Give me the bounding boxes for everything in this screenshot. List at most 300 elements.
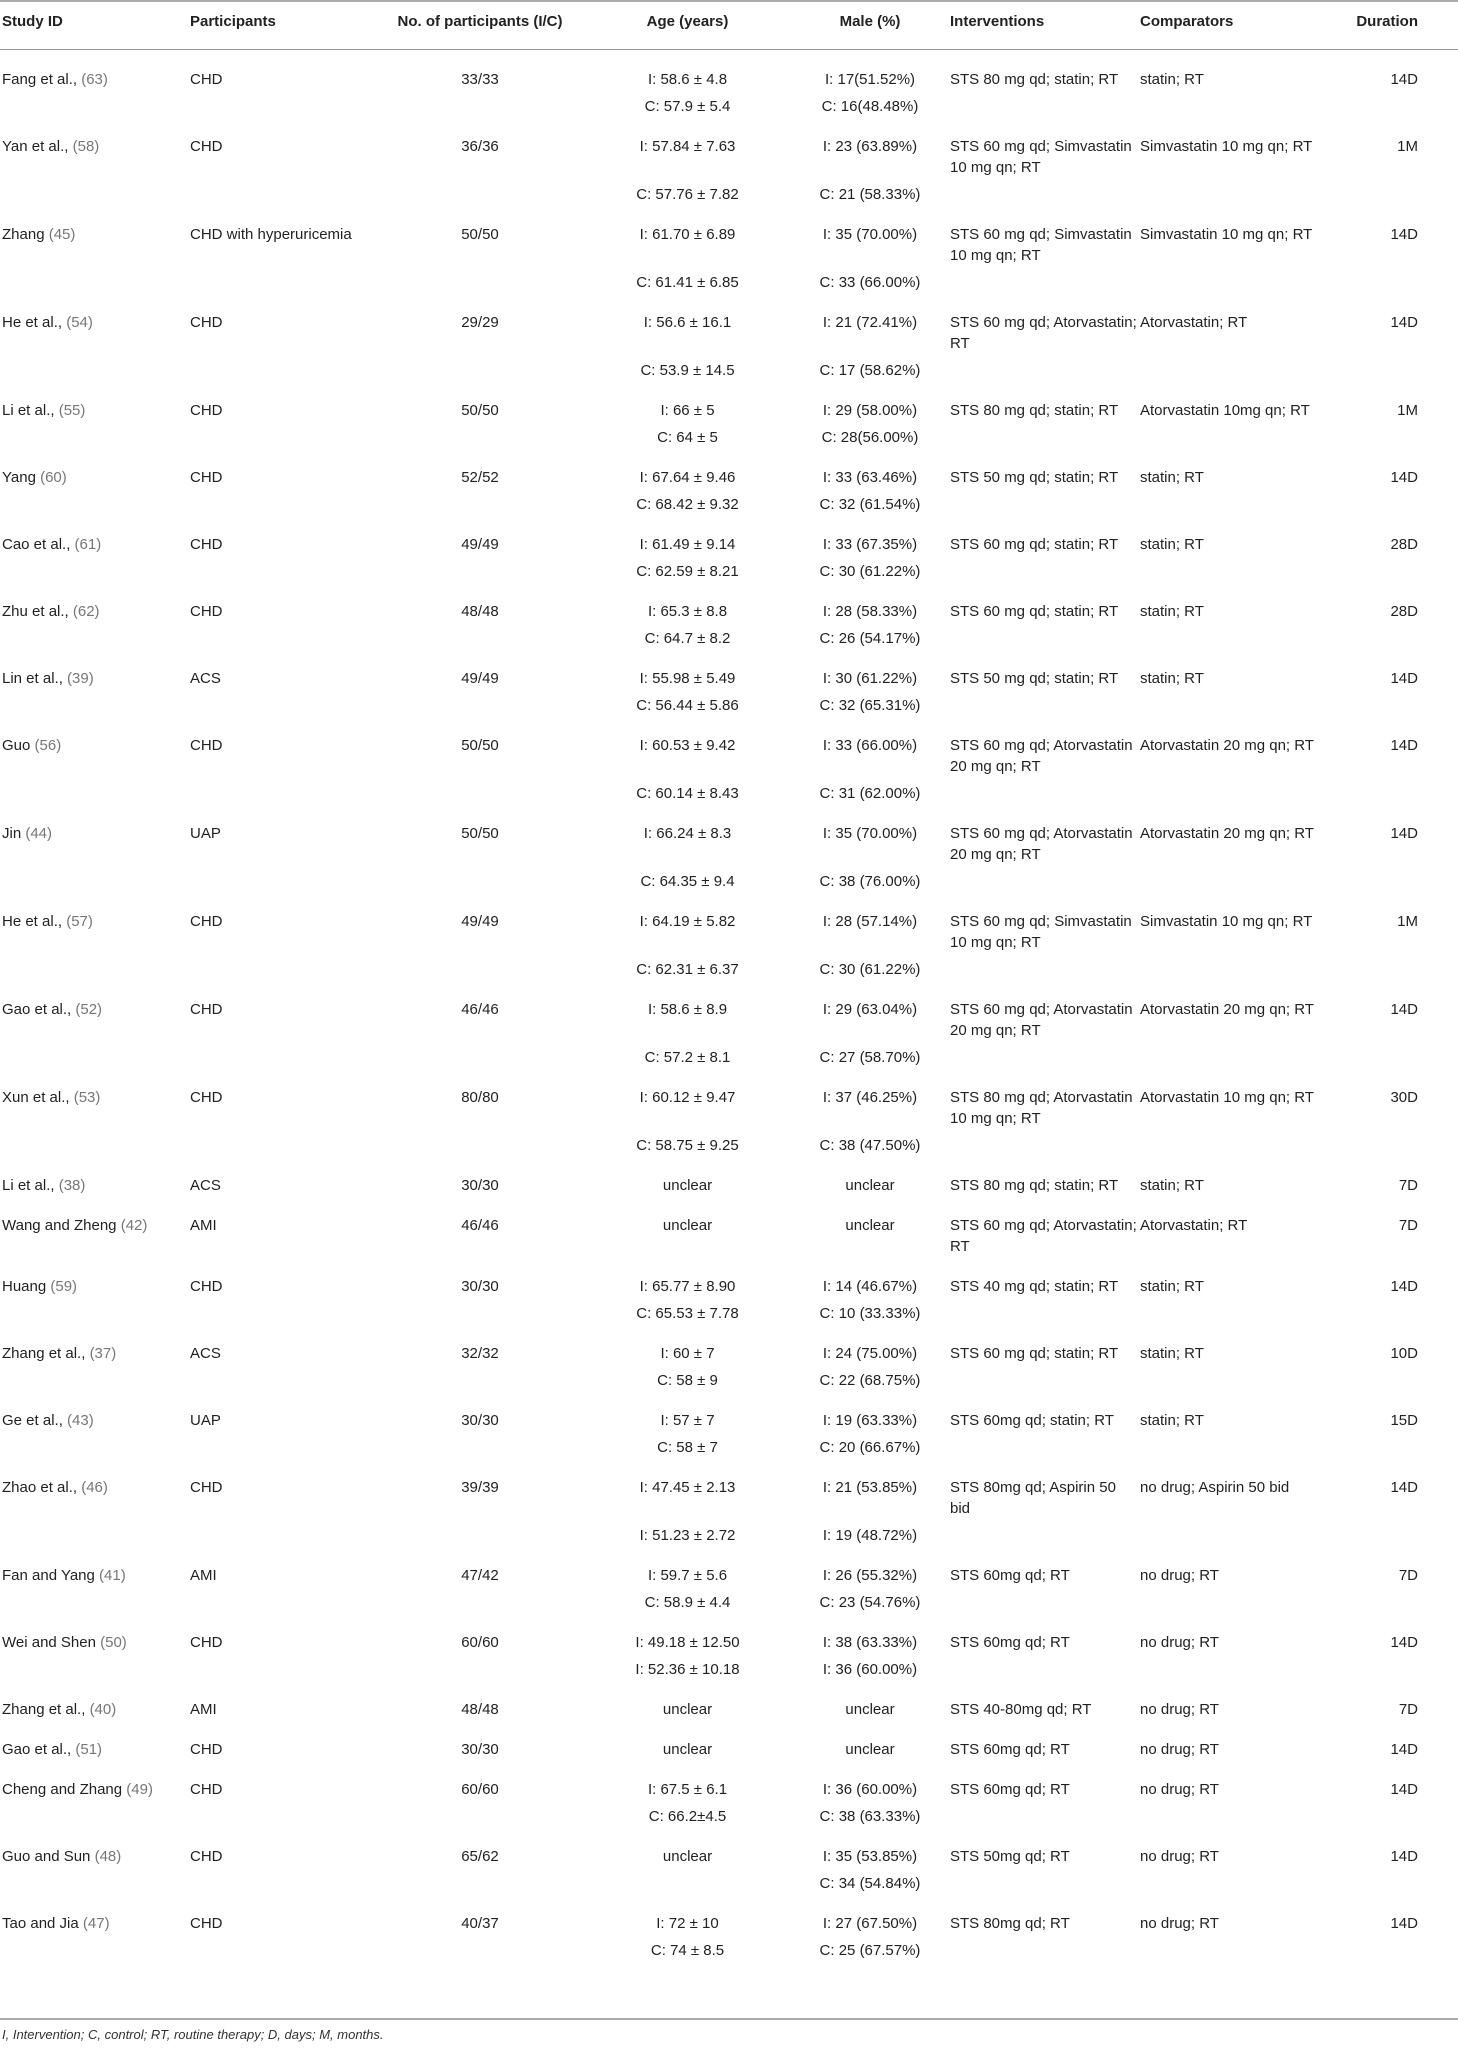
table-row xyxy=(0,117,1458,178)
study-id-cell xyxy=(0,1324,190,1364)
intervention-cell: STS 60 mg qd; Atorvastatin 20 mg qn; RT xyxy=(950,1000,1133,1039)
male-cell: C: 21 (58.33%) xyxy=(819,185,921,203)
table-subrow xyxy=(0,777,1458,804)
age-cell: C: 62.31 ± 6.37 xyxy=(636,960,739,978)
study-id-cell xyxy=(0,1827,190,1867)
study-id-cell xyxy=(0,1391,190,1431)
study-id-cell xyxy=(0,980,190,1041)
table-footnote: I, Intervention; C, control; RT, routine therapy; D, days; M, months. xyxy=(2,2027,384,2042)
male-cell: C: 27 (58.70%) xyxy=(819,1048,921,1066)
study-author: Gao et al., xyxy=(2,1000,76,1018)
male-cell: C: 10 (33.33%) xyxy=(819,1304,921,1322)
comparator-cell: statin; RT xyxy=(1140,70,1204,88)
age-cell: C: 64.7 ± 8.2 xyxy=(644,629,731,647)
age-cell: C: 53.9 ± 14.5 xyxy=(640,361,735,379)
study-author: Jin xyxy=(2,824,26,842)
sample-size-cell: 30/30 xyxy=(461,1277,499,1295)
study-id-cell xyxy=(0,1458,190,1519)
study-author: Zhao et al., xyxy=(2,1478,82,1496)
table-row xyxy=(0,716,1458,777)
table-row xyxy=(0,649,1458,689)
male-cell: I: 24 (75.00%) xyxy=(822,1344,918,1362)
participants-cell: AMI xyxy=(190,1566,217,1584)
duration-cell: 14D xyxy=(1390,1633,1418,1651)
sample-size-cell: 48/48 xyxy=(461,602,499,620)
intervention-cell: STS 60 mg qd; Atorvastatin 20 mg qn; RT xyxy=(950,824,1133,863)
age-cell: C: 57.9 ± 5.4 xyxy=(644,97,731,115)
age-cell: I: 57 ± 7 xyxy=(660,1411,715,1429)
study-reference: (59) xyxy=(50,1277,78,1295)
participants-cell: CHD xyxy=(190,1478,223,1496)
intervention-cell: STS 60mg qd; statin; RT xyxy=(950,1411,1114,1429)
male-cell: I: 17(51.52%) xyxy=(824,70,916,88)
study-author: He et al., xyxy=(2,912,67,930)
table-row xyxy=(0,1894,1458,1934)
duration-cell: 14D xyxy=(1390,1277,1418,1295)
duration-cell: 14D xyxy=(1390,1780,1418,1798)
duration-cell: 7D xyxy=(1398,1566,1418,1584)
study-reference: (62) xyxy=(72,602,100,620)
comparator-cell: statin; RT xyxy=(1140,1344,1204,1362)
study-id-cell xyxy=(0,649,190,689)
table-row xyxy=(0,205,1458,266)
study-author: Zhang et al., xyxy=(2,1700,90,1718)
participants-cell: CHD xyxy=(190,1088,223,1106)
participants-cell: AMI xyxy=(190,1216,217,1234)
age-cell: I: 72 ± 10 xyxy=(656,1914,719,1932)
comparator-cell: statin; RT xyxy=(1140,1411,1204,1429)
participants-cell: UAP xyxy=(190,824,221,842)
table-subrow xyxy=(0,178,1458,205)
age-cell: I: 61.70 ± 6.89 xyxy=(639,225,736,243)
study-reference: (50) xyxy=(100,1633,127,1651)
duration-cell: 14D xyxy=(1390,736,1418,754)
study-author: Cheng and Zhang xyxy=(2,1780,127,1798)
participants-cell: CHD xyxy=(190,1740,223,1758)
intervention-cell: STS 60 mg qd; Atorvastatin; RT xyxy=(950,313,1137,352)
age-cell: I: 65.77 ± 8.90 xyxy=(639,1277,736,1295)
male-cell: I: 19 (63.33%) xyxy=(822,1411,918,1429)
sample-size-cell: 60/60 xyxy=(461,1780,499,1798)
age-cell: I: 59.7 ± 5.6 xyxy=(647,1566,728,1584)
table-row xyxy=(0,515,1458,555)
table-subrow xyxy=(0,1800,1458,1827)
sample-size-cell: 32/32 xyxy=(461,1344,499,1362)
age-cell: I: 60.53 ± 9.42 xyxy=(639,736,736,754)
duration-cell: 14D xyxy=(1390,1914,1418,1932)
sample-size-cell: 65/62 xyxy=(461,1847,499,1865)
study-reference: (55) xyxy=(58,401,86,419)
comparator-cell: no drug; Aspirin 50 bid xyxy=(1140,1478,1290,1496)
participants-cell: ACS xyxy=(190,1176,221,1194)
study-reference: (40) xyxy=(89,1700,117,1718)
participants-cell: CHD xyxy=(190,137,223,155)
sample-size-cell: 49/49 xyxy=(461,535,499,553)
age-cell: unclear xyxy=(662,1740,713,1758)
study-reference: (47) xyxy=(82,1914,110,1932)
male-cell: I: 28 (57.14%) xyxy=(822,912,918,930)
age-cell: I: 51.23 ± 2.72 xyxy=(639,1526,736,1544)
age-cell: C: 62.59 ± 8.21 xyxy=(636,562,739,580)
age-cell: I: 61.49 ± 9.14 xyxy=(639,535,736,553)
duration-cell: 15D xyxy=(1390,1411,1418,1429)
study-id-cell xyxy=(0,515,190,555)
age-cell: I: 58.6 ± 4.8 xyxy=(647,70,728,88)
participants-cell: ACS xyxy=(190,669,221,687)
male-cell: I: 14 (46.67%) xyxy=(822,1277,918,1295)
comparator-cell: Atorvastatin 10 mg qn; RT xyxy=(1140,1088,1314,1106)
study-id-cell xyxy=(0,892,190,953)
sample-size-cell: 46/46 xyxy=(461,1216,499,1234)
study-id-cell xyxy=(0,1680,190,1720)
study-id-cell xyxy=(0,448,190,488)
male-cell: C: 20 (66.67%) xyxy=(819,1438,921,1456)
table-body xyxy=(0,49,1458,1961)
age-cell: unclear xyxy=(662,1216,713,1234)
comparator-cell: no drug; RT xyxy=(1140,1780,1219,1798)
male-cell: C: 32 (65.31%) xyxy=(819,696,921,714)
comparator-cell: Atorvastatin; RT xyxy=(1140,1216,1248,1234)
study-id-cell xyxy=(0,1720,190,1760)
column-header: Participants xyxy=(190,13,276,30)
male-cell: I: 19 (48.72%) xyxy=(822,1526,918,1544)
study-author: Ge et al., xyxy=(2,1411,68,1429)
participants-cell: CHD xyxy=(190,1000,223,1018)
intervention-cell: STS 60mg qd; RT xyxy=(950,1740,1070,1758)
study-reference: (57) xyxy=(66,912,93,930)
table-subrow xyxy=(0,1867,1458,1894)
sample-size-cell: 30/30 xyxy=(461,1411,499,1429)
duration-cell: 7D xyxy=(1398,1700,1418,1718)
study-id-cell xyxy=(0,582,190,622)
male-cell: I: 29 (58.00%) xyxy=(822,401,918,419)
male-cell: I: 30 (61.22%) xyxy=(822,669,918,687)
study-reference: (44) xyxy=(25,824,53,842)
participants-cell: CHD xyxy=(190,70,223,88)
table-row xyxy=(0,1391,1458,1431)
intervention-cell: STS 60 mg qd; Simvastatin 10 mg qn; RT xyxy=(950,225,1132,264)
sample-size-cell: 46/46 xyxy=(461,1000,499,1018)
male-cell: unclear xyxy=(845,1700,895,1718)
sample-size-cell: 52/52 xyxy=(461,468,499,486)
age-cell: C: 56.44 ± 5.86 xyxy=(636,696,739,714)
age-cell: I: 49.18 ± 12.50 xyxy=(635,1633,740,1651)
male-cell: I: 36 (60.00%) xyxy=(822,1660,918,1678)
comparator-cell: statin; RT xyxy=(1140,1277,1204,1295)
table-row xyxy=(0,1458,1458,1519)
participants-cell: CHD xyxy=(190,535,223,553)
table-subrow xyxy=(0,1653,1458,1680)
intervention-cell: STS 40 mg qd; statin; RT xyxy=(950,1277,1119,1295)
age-cell: C: 68.42 ± 9.32 xyxy=(636,495,739,513)
study-reference: (60) xyxy=(40,468,67,486)
age-cell: C: 57.76 ± 7.82 xyxy=(636,185,739,203)
table-row xyxy=(0,1196,1458,1257)
study-reference: (56) xyxy=(34,736,62,754)
male-cell: C: 22 (68.75%) xyxy=(819,1371,921,1389)
sample-size-cell: 60/60 xyxy=(461,1633,499,1651)
study-author: Xun et al., xyxy=(2,1088,74,1106)
study-author: Fang et al., xyxy=(2,70,82,88)
study-author: Yan et al., xyxy=(2,137,73,155)
study-author: Zhang xyxy=(2,225,49,243)
study-reference: (61) xyxy=(74,535,102,553)
participants-cell: CHD xyxy=(190,401,223,419)
participants-cell: CHD xyxy=(190,736,223,754)
table-subrow xyxy=(0,1519,1458,1546)
comparator-cell: statin; RT xyxy=(1140,1176,1204,1194)
study-id-cell xyxy=(0,716,190,777)
intervention-cell: STS 50 mg qd; statin; RT xyxy=(950,669,1119,687)
sample-size-cell: 80/80 xyxy=(461,1088,499,1106)
study-id-cell xyxy=(0,49,190,90)
age-cell: I: 60 ± 7 xyxy=(660,1344,715,1362)
study-author: Gao et al., xyxy=(2,1740,76,1758)
participants-cell: UAP xyxy=(190,1411,221,1429)
comparator-cell: no drug; RT xyxy=(1140,1700,1219,1718)
table-row xyxy=(0,804,1458,865)
table-subrow xyxy=(0,1431,1458,1458)
table-row xyxy=(0,381,1458,421)
study-reference: (37) xyxy=(89,1344,117,1362)
table-subrow xyxy=(0,865,1458,892)
study-reference: (46) xyxy=(81,1478,108,1496)
table-subrow xyxy=(0,555,1458,582)
table-subrow xyxy=(0,622,1458,649)
study-id-cell xyxy=(0,1894,190,1934)
intervention-cell: STS 60 mg qd; Atorvastatin; RT xyxy=(950,1216,1137,1255)
age-cell: I: 60.12 ± 9.47 xyxy=(639,1088,736,1106)
age-cell: C: 66.2±4.5 xyxy=(648,1807,727,1825)
age-cell: I: 57.84 ± 7.63 xyxy=(639,137,736,155)
table-row xyxy=(0,1760,1458,1800)
table-subrow xyxy=(0,354,1458,381)
comparator-cell: no drug; RT xyxy=(1140,1847,1219,1865)
table-row xyxy=(0,1680,1458,1720)
age-cell: I: 52.36 ± 10.18 xyxy=(635,1660,740,1678)
age-cell: C: 58 ± 7 xyxy=(657,1438,718,1456)
sample-size-cell: 50/50 xyxy=(461,736,499,754)
participants-cell: CHD with hyperuricemia xyxy=(190,225,352,243)
table-row xyxy=(0,448,1458,488)
participants-cell: CHD xyxy=(190,1914,223,1932)
study-reference: (63) xyxy=(81,70,108,88)
duration-cell: 14D xyxy=(1390,225,1418,243)
age-cell: I: 56.6 ± 16.1 xyxy=(643,313,732,331)
intervention-cell: STS 80mg qd; RT xyxy=(950,1914,1070,1932)
male-cell: C: 31 (62.00%) xyxy=(819,784,921,802)
age-cell: I: 47.45 ± 2.13 xyxy=(639,1478,736,1496)
study-author: He et al., xyxy=(2,313,67,331)
table-subrow xyxy=(0,90,1458,117)
comparator-cell: Simvastatin 10 mg qn; RT xyxy=(1140,912,1313,930)
intervention-cell: STS 80 mg qd; statin; RT xyxy=(950,401,1119,419)
study-reference: (48) xyxy=(94,1847,122,1865)
table-subrow xyxy=(0,488,1458,515)
sample-size-cell: 36/36 xyxy=(461,137,499,155)
participants-cell: ACS xyxy=(190,1344,221,1362)
study-id-cell xyxy=(0,117,190,178)
table-row xyxy=(0,582,1458,622)
age-cell: C: 61.41 ± 6.85 xyxy=(636,273,739,291)
comparator-cell: no drug; RT xyxy=(1140,1566,1219,1584)
sample-size-cell: 50/50 xyxy=(461,401,499,419)
male-cell: C: 38 (47.50%) xyxy=(819,1136,921,1154)
study-reference: (45) xyxy=(48,225,76,243)
sample-size-cell: 40/37 xyxy=(461,1914,499,1932)
participants-cell: CHD xyxy=(190,602,223,620)
study-id-cell xyxy=(0,1613,190,1653)
sample-size-cell: 50/50 xyxy=(461,824,499,842)
table-row xyxy=(0,980,1458,1041)
participants-cell: CHD xyxy=(190,1633,223,1651)
male-cell: unclear xyxy=(845,1740,895,1758)
male-cell: I: 26 (55.32%) xyxy=(822,1566,918,1584)
comparator-cell: Atorvastatin 20 mg qn; RT xyxy=(1140,736,1314,754)
study-author: Li et al., xyxy=(2,401,59,419)
table-subrow xyxy=(0,266,1458,293)
table-row xyxy=(0,293,1458,354)
study-id-cell xyxy=(0,293,190,354)
study-reference: (41) xyxy=(99,1566,126,1584)
study-author: Tao and Jia xyxy=(2,1914,83,1932)
male-cell: unclear xyxy=(845,1176,895,1194)
comparator-cell: statin; RT xyxy=(1140,468,1204,486)
duration-cell: 14D xyxy=(1390,468,1418,486)
study-reference: (51) xyxy=(75,1740,103,1758)
study-author: Guo xyxy=(2,736,35,754)
duration-cell: 1M xyxy=(1397,912,1418,930)
column-header: Age (years) xyxy=(646,13,729,30)
age-cell: unclear xyxy=(662,1847,713,1865)
duration-cell: 30D xyxy=(1390,1088,1418,1106)
male-cell: I: 29 (63.04%) xyxy=(822,1000,918,1018)
comparator-cell: statin; RT xyxy=(1140,535,1204,553)
intervention-cell: STS 60 mg qd; statin; RT xyxy=(950,602,1119,620)
male-cell: I: 35 (70.00%) xyxy=(822,824,918,842)
comparator-cell: Simvastatin 10 mg qn; RT xyxy=(1140,137,1313,155)
intervention-cell: STS 80mg qd; Aspirin 50 bid xyxy=(950,1478,1116,1517)
intervention-cell: STS 60 mg qd; statin; RT xyxy=(950,535,1119,553)
sample-size-cell: 29/29 xyxy=(461,313,499,331)
male-cell: C: 28(56.00%) xyxy=(821,428,919,446)
duration-cell: 14D xyxy=(1390,824,1418,842)
male-cell: C: 16(48.48%) xyxy=(821,97,919,115)
study-author: Wei and Shen xyxy=(2,1633,101,1651)
header-row xyxy=(0,1,1458,49)
comparator-cell: Atorvastatin 10mg qn; RT xyxy=(1140,401,1310,419)
footer-rule xyxy=(0,2018,1458,2020)
table-subrow xyxy=(0,1934,1458,1961)
male-cell: I: 23 (63.89%) xyxy=(822,137,918,155)
study-id-cell xyxy=(0,1068,190,1129)
age-cell: C: 60.14 ± 8.43 xyxy=(636,784,739,802)
comparator-cell: no drug; RT xyxy=(1140,1633,1219,1651)
table-row xyxy=(0,1720,1458,1760)
age-cell: I: 67.5 ± 6.1 xyxy=(647,1780,728,1798)
study-id-cell xyxy=(0,1546,190,1586)
intervention-cell: STS 50mg qd; RT xyxy=(950,1847,1070,1865)
intervention-cell: STS 80 mg qd; statin; RT xyxy=(950,1176,1119,1194)
table-row xyxy=(0,1613,1458,1653)
age-cell: C: 65.53 ± 7.78 xyxy=(636,1304,739,1322)
duration-cell: 7D xyxy=(1398,1176,1418,1194)
study-reference: (43) xyxy=(67,1411,94,1429)
study-reference: (52) xyxy=(75,1000,103,1018)
intervention-cell: STS 60mg qd; RT xyxy=(950,1780,1070,1798)
male-cell: C: 30 (61.22%) xyxy=(819,960,921,978)
male-cell: I: 33 (67.35%) xyxy=(822,535,918,553)
study-reference: (54) xyxy=(66,313,93,331)
table-subrow xyxy=(0,1297,1458,1324)
comparator-cell: Atorvastatin; RT xyxy=(1140,313,1248,331)
intervention-cell: STS 80 mg qd; Atorvastatin 10 mg qn; RT xyxy=(950,1088,1133,1127)
study-id-cell xyxy=(0,1760,190,1800)
duration-cell: 14D xyxy=(1390,1478,1418,1496)
study-author: Lin et al., xyxy=(2,669,68,687)
table-row xyxy=(0,1068,1458,1129)
age-cell: C: 74 ± 8.5 xyxy=(650,1941,725,1959)
table-row xyxy=(0,1156,1458,1196)
participants-cell: CHD xyxy=(190,912,223,930)
age-cell: unclear xyxy=(662,1700,713,1718)
intervention-cell: STS 60mg qd; RT xyxy=(950,1633,1070,1651)
duration-cell: 14D xyxy=(1390,1740,1418,1758)
table-subrow xyxy=(0,421,1458,448)
intervention-cell: STS 60 mg qd; Simvastatin 10 mg qn; RT xyxy=(950,912,1132,951)
study-reference: (49) xyxy=(126,1780,153,1798)
male-cell: C: 38 (76.00%) xyxy=(819,872,921,890)
male-cell: C: 30 (61.22%) xyxy=(819,562,921,580)
male-cell: C: 17 (58.62%) xyxy=(819,361,921,379)
intervention-cell: STS 60 mg qd; Simvastatin 10 mg qn; RT xyxy=(950,137,1132,176)
age-cell: C: 57.2 ± 8.1 xyxy=(644,1048,731,1066)
study-reference: (58) xyxy=(72,137,100,155)
column-header: Study ID xyxy=(2,13,63,30)
duration-cell: 14D xyxy=(1390,313,1418,331)
column-header: Comparators xyxy=(1140,13,1234,30)
age-cell: C: 58.75 ± 9.25 xyxy=(636,1136,739,1154)
study-id-cell xyxy=(0,1257,190,1297)
participants-cell: CHD xyxy=(190,468,223,486)
age-cell: I: 55.98 ± 5.49 xyxy=(639,669,736,687)
male-cell: I: 35 (53.85%) xyxy=(822,1847,918,1865)
study-reference: (42) xyxy=(120,1216,148,1234)
participants-cell: AMI xyxy=(190,1700,217,1718)
male-cell: C: 38 (63.33%) xyxy=(819,1807,921,1825)
sample-size-cell: 30/30 xyxy=(461,1740,499,1758)
study-author: Zhang et al., xyxy=(2,1344,90,1362)
intervention-cell: STS 50 mg qd; statin; RT xyxy=(950,468,1119,486)
sample-size-cell: 49/49 xyxy=(461,912,499,930)
age-cell: C: 64.35 ± 9.4 xyxy=(640,872,735,890)
participants-cell: CHD xyxy=(190,1847,223,1865)
male-cell: I: 33 (63.46%) xyxy=(822,468,918,486)
table-row xyxy=(0,1546,1458,1586)
study-reference: (38) xyxy=(58,1176,86,1194)
sample-size-cell: 47/42 xyxy=(461,1566,499,1584)
duration-cell: 28D xyxy=(1390,602,1418,620)
column-header: Interventions xyxy=(950,13,1045,30)
duration-cell: 14D xyxy=(1390,669,1418,687)
duration-cell: 14D xyxy=(1390,1000,1418,1018)
sample-size-cell: 49/49 xyxy=(461,669,499,687)
table-subrow xyxy=(0,1129,1458,1156)
comparator-cell: Atorvastatin 20 mg qn; RT xyxy=(1140,1000,1314,1018)
table-row xyxy=(0,49,1458,90)
column-header: No. of participants (I/C) xyxy=(397,13,563,30)
study-reference: (39) xyxy=(67,669,94,687)
